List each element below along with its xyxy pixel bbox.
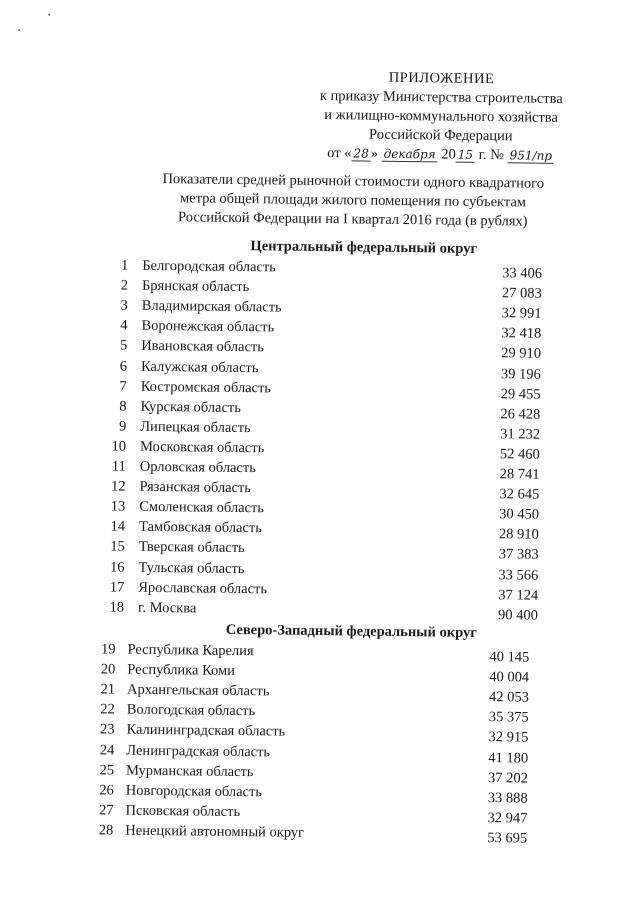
row-number: 27 [98, 802, 114, 819]
price-value: 33 566 [498, 566, 539, 584]
region-name: Тульская область [138, 559, 245, 577]
row-number: 24 [99, 741, 115, 759]
row-number: 22 [100, 701, 115, 718]
region-name: Белгородская область [142, 257, 276, 276]
row-number: 26 [99, 782, 114, 799]
row-number: 2 [120, 277, 129, 294]
order-reference: от « 28 » декабря 20 15 г. № 951/пр [327, 145, 553, 164]
appendix-label: ПРИЛОЖЕНИЕ [388, 69, 495, 88]
row-number: 23 [99, 721, 115, 738]
title-line-1: Показатели средней рыночной стоимости одного квадратного [162, 171, 545, 192]
region-name: Орловская область [139, 458, 256, 477]
region-name: Рязанская область [139, 478, 252, 497]
price-value: 40 004 [489, 669, 530, 686]
region-name: Мурманская область [125, 762, 254, 780]
price-value: 32 915 [488, 729, 529, 746]
region-name: Калужская область [140, 358, 259, 376]
region-name: Республика Карелия [127, 641, 254, 660]
row-number: 9 [118, 418, 127, 435]
appendix-line-1: к приказу Министерства строительства [319, 87, 563, 107]
region-name: Брянская область [141, 277, 250, 296]
order-year: 15 [456, 148, 475, 163]
region-name: Смоленская область [139, 498, 265, 517]
district-title: Северо-Западный федеральный округ [225, 621, 477, 641]
scan-speck [18, 29, 20, 31]
region-name: Ярославская область [138, 579, 268, 597]
region-name: Московская область [139, 438, 265, 457]
district-title: Центральный федеральный округ [250, 238, 478, 257]
price-value: 32 947 [487, 809, 528, 827]
price-value: 41 180 [488, 749, 529, 767]
row-number: 10 [111, 438, 127, 455]
price-value: 32 991 [501, 305, 542, 322]
price-value: 39 196 [500, 365, 541, 383]
price-value: 53 695 [487, 829, 528, 847]
region-name: Республика Коми [127, 661, 236, 680]
appendix-header [296, 68, 587, 167]
row-number: 8 [119, 398, 127, 415]
price-value: 32 418 [501, 325, 542, 342]
price-value: 42 053 [488, 689, 529, 706]
row-number: 7 [119, 378, 127, 395]
price-value: 31 232 [500, 425, 541, 443]
price-value: 30 450 [499, 506, 540, 523]
price-value: 27 083 [501, 285, 542, 302]
region-name: Вологодская область [126, 701, 256, 720]
scan-speck [48, 14, 50, 16]
price-value: 37 124 [498, 586, 539, 604]
price-value: 52 460 [499, 446, 540, 463]
price-value: 35 375 [488, 709, 529, 726]
row-number: 11 [111, 458, 126, 475]
region-name: Липецкая область [140, 418, 251, 436]
document-title [143, 170, 564, 232]
row-number: 18 [109, 599, 125, 616]
row-number: 12 [110, 478, 126, 495]
price-value: 40 145 [489, 649, 530, 666]
row-number: 1 [120, 257, 129, 274]
region-name: Курская область [140, 398, 242, 416]
row-number: 5 [119, 337, 128, 355]
row-number: 14 [110, 518, 126, 535]
order-month: декабря [382, 147, 438, 163]
region-name: Архангельская область [126, 681, 270, 700]
region-name: Ленинградская область [126, 742, 271, 760]
price-value: 37 202 [487, 769, 528, 787]
region-name: Новгородская область [125, 782, 263, 801]
order-number: 951/пр [508, 148, 555, 164]
price-value: 33 406 [502, 265, 543, 282]
title-line-2: метра общей площади жилого помещения по субъектам [179, 190, 527, 211]
price-value: 28 910 [498, 526, 539, 543]
region-name: Калининградская область [126, 722, 286, 740]
row-number: 21 [100, 681, 116, 698]
price-value: 37 383 [498, 546, 539, 564]
title-line-3: Российской Федерации на I квартал 2016 года (в рублях) [177, 209, 528, 230]
region-name: Владимирская область [141, 297, 282, 316]
region-name: Ивановская область [141, 338, 264, 356]
price-value: 33 888 [487, 789, 528, 807]
row-number: 20 [100, 661, 116, 678]
price-value: 28 741 [499, 466, 540, 483]
row-number: 28 [98, 822, 114, 839]
order-day: 28 [351, 146, 370, 161]
row-number: 4 [120, 317, 128, 334]
row-number: 6 [119, 358, 128, 375]
price-value: 29 455 [500, 385, 541, 403]
row-number: 16 [109, 558, 125, 576]
row-number: 25 [99, 761, 115, 779]
region-name: Ненецкий автономный округ [125, 822, 305, 841]
price-value: 26 428 [500, 405, 541, 423]
region-name: Тверская область [138, 539, 245, 557]
row-number: 17 [109, 579, 125, 596]
row-number: 19 [100, 641, 116, 658]
appendix-line-3: Российской Федерации [368, 126, 513, 145]
price-value: 90 400 [497, 606, 538, 624]
row-number: 3 [120, 297, 128, 314]
price-value: 32 645 [499, 486, 540, 503]
region-name: г. Москва [137, 599, 197, 617]
price-value: 29 910 [501, 345, 542, 363]
region-name: Воронежская область [141, 318, 275, 336]
region-name: Псковская область [125, 802, 241, 820]
row-number: 13 [110, 498, 126, 515]
region-name: Костромская область [140, 378, 272, 396]
appendix-line-2: и жилищно-коммунального хозяйства [324, 107, 559, 126]
row-number: 15 [110, 538, 125, 556]
region-name: Тамбовская область [138, 519, 262, 537]
